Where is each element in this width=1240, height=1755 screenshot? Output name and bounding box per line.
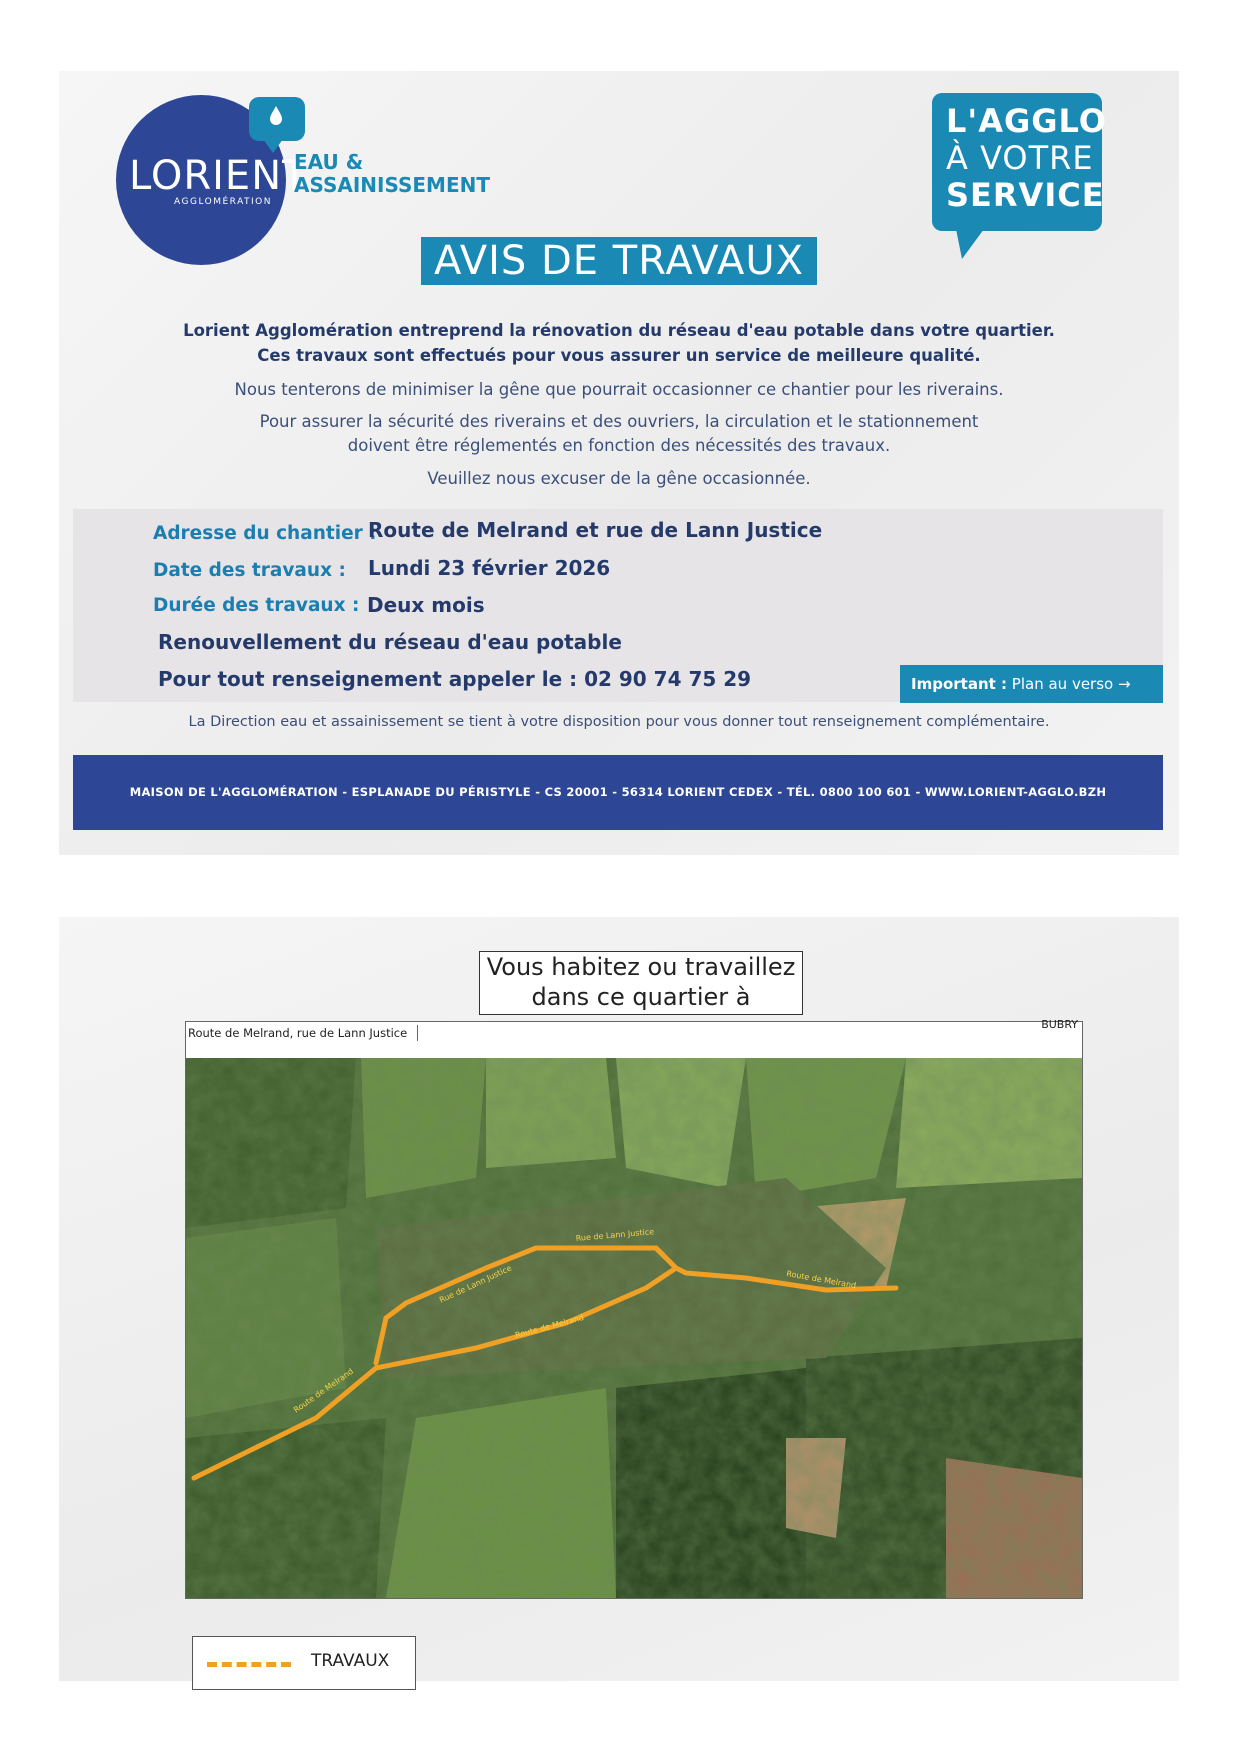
road-label: Route de Melrand [514,1312,585,1340]
map-route-label: Route de Melrand, rue de Lann Justice [188,1025,418,1041]
address-value: Route de Melrand et rue de Lann Justice [368,518,823,542]
map-legend [192,1636,416,1690]
intro-bold-1: Lorient Agglomération entreprend la rénovation du réseau d'eau potable dans votre quartier. [183,321,1055,340]
intro-bold-2: Ces travaux sont effectués pour vous assurer un service de meilleure qualité. [257,346,981,365]
legend-label: TRAVAUX [311,1651,390,1671]
aerial-map [186,1058,1082,1598]
logo-sub: AGGLOMÉRATION [174,197,272,207]
intro-text-3: Veuillez nous excuser de la gêne occasionnée. [427,469,811,488]
intro-text-1: Nous tenterons de minimiser la gêne que pourrait occasionner ce chantier pour les riverains. [234,380,1004,399]
map-frame [185,1018,1083,1671]
date-label: Date des travaux : [153,560,346,581]
intro-text-2a: Pour assurer la sécurité des riverains et des ouvriers, la circulation et le stationnement [259,412,979,431]
road-label: Route de Melrand [785,1269,857,1291]
page-title: AVIS DE TRAVAUX [421,237,817,285]
intro-text-2b: doivent être réglementés en fonction des nécessités des travaux. [347,436,891,455]
map-town-label: BUBRY [1041,1018,1078,1031]
arrow-right-icon: → [1118,675,1131,693]
agglo-service-bubble: L'AGGLO À VOTRE SERVICE [932,93,1102,231]
duration-value: Deux mois [367,593,485,617]
logo-brand: LORIENT [129,153,308,199]
map-sheet [59,917,1179,1681]
road-label: Rue de Lann Justice [575,1227,655,1243]
date-value: Lundi 23 février 2026 [368,556,611,580]
direction-note: La Direction eau et assainissement se tient à votre disposition pour vous donner tout renseignement complémentaire. [188,714,1050,730]
map-heading: Vous habitez ou travaillez dans ce quartier à [479,951,803,1015]
works-dash-icon [207,1662,291,1667]
water-drop-icon [249,97,305,141]
work-type: Renouvellement du réseau d'eau potable [158,630,622,654]
duration-label: Durée des travaux : [153,595,360,616]
notice-sheet [59,71,1179,855]
contact-phone: Pour tout renseignement appeler le : 02 90 74 75 29 [158,667,752,691]
road-label: Rue de Lann Justice [438,1263,514,1305]
road-label: Route de Melrand [291,1366,356,1415]
important-plan-link[interactable]: Important : Plan au verso → [900,665,1163,703]
address-label: Adresse du chantier : [153,523,377,544]
service-name: EAU & ASSAINISSEMENT [294,150,491,197]
footer-address: MAISON DE L'AGGLOMÉRATION - ESPLANADE DU PÉRISTYLE - CS 20001 - 56314 LORIENT CEDEX - TÉL. 0800 100 601 - WWW.LORIENT-AGGLO.BZH [73,755,1163,830]
